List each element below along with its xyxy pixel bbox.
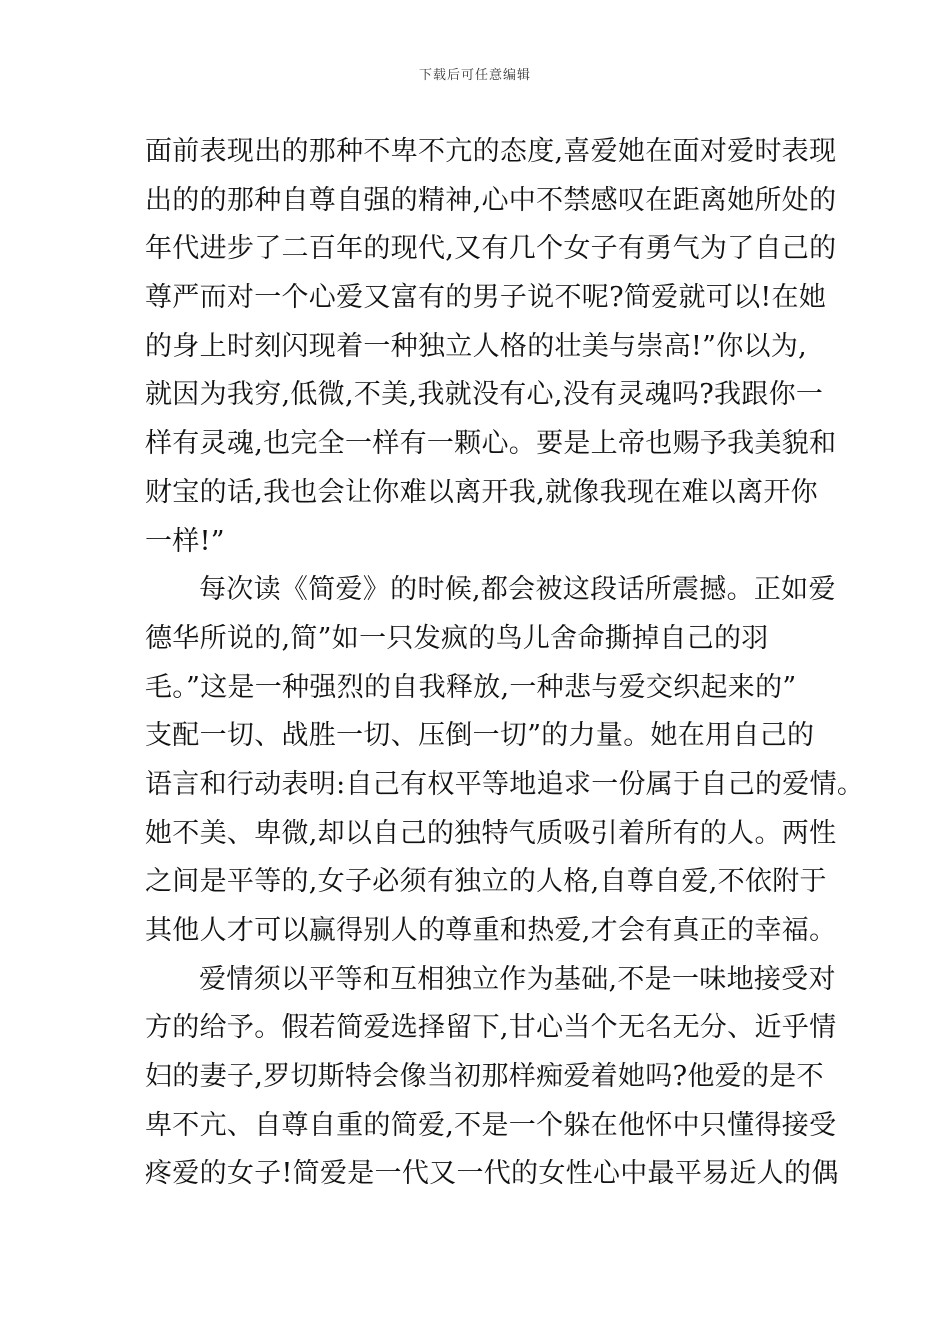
text-line: 其他人才可以赢得别人的尊重和热爱,才会有真正的幸福。 bbox=[145, 915, 837, 946]
page-header: 下载后可任意编辑 bbox=[418, 68, 531, 83]
text-line: 妇的妻子,罗切斯特会像当初那样痴爱着她吗?他爱的是不 bbox=[145, 1061, 824, 1093]
text-line: 毛。”这是一种强烈的自我释放,一种悲与爱交织起来的” bbox=[145, 671, 797, 703]
body-text bbox=[145, 128, 865, 1199]
text-line: 支配一切、战胜一切、压倒一切”的力量。她在用自己的 bbox=[145, 720, 815, 752]
text-line: 疼爱的女子!简爱是一代又一代的女性心中最平易近人的偶 bbox=[145, 1158, 839, 1190]
text-line: 她不美、卑微,却以自己的独特气质吸引着所有的人。两性 bbox=[145, 817, 837, 849]
text-line: 的身上时刻闪现着一种独立人格的壮美与崇高!”你以为, bbox=[145, 330, 808, 362]
text-line: 德华所说的,简”如一只发疯的鸟儿舍命撕掉自己的羽 bbox=[145, 622, 769, 654]
text-line: 出的的那种自尊自强的精神,心中不禁感叹在距离她所处的 bbox=[145, 184, 837, 216]
text-line: 样有灵魂,也完全一样有一颗心。要是上帝也赐予我美貌和 bbox=[145, 428, 837, 460]
paragraph-start-line: 每次读《简爱》的时候,都会被这段话所震撼。正如爱 bbox=[199, 574, 836, 606]
text-line: 年代进步了二百年的现代,又有几个女子有勇气为了自己的 bbox=[145, 233, 837, 265]
text-line: 一样!” bbox=[145, 525, 225, 557]
text-line: 语言和行动表明:自己有权平等地追求一份属于自己的爱情。 bbox=[145, 768, 865, 800]
text-line: 尊严而对一个心爱又富有的男子说不呢?简爱就可以!在她 bbox=[145, 282, 827, 314]
paragraph-start-line: 爱情须以平等和互相独立作为基础,不是一味地接受对 bbox=[199, 963, 836, 995]
text-line: 之间是平等的,女子必须有独立的人格,自尊自爱,不依附于 bbox=[145, 866, 827, 898]
text-line: 面前表现出的那种不卑不亢的态度,喜爱她在面对爱时表现 bbox=[145, 136, 837, 167]
text-line: 财宝的话,我也会让你难以离开我,就像我现在难以离开你 bbox=[145, 476, 818, 508]
text-line: 卑不亢、自尊自重的简爱,不是一个躲在他怀中只懂得接受 bbox=[145, 1109, 837, 1141]
text-line: 方的给予。假若简爱选择留下,甘心当个无名无分、近乎情 bbox=[145, 1012, 837, 1044]
text-line: 就因为我穷,低微,不美,我就没有心,没有灵魂吗?我跟你一 bbox=[145, 379, 824, 411]
